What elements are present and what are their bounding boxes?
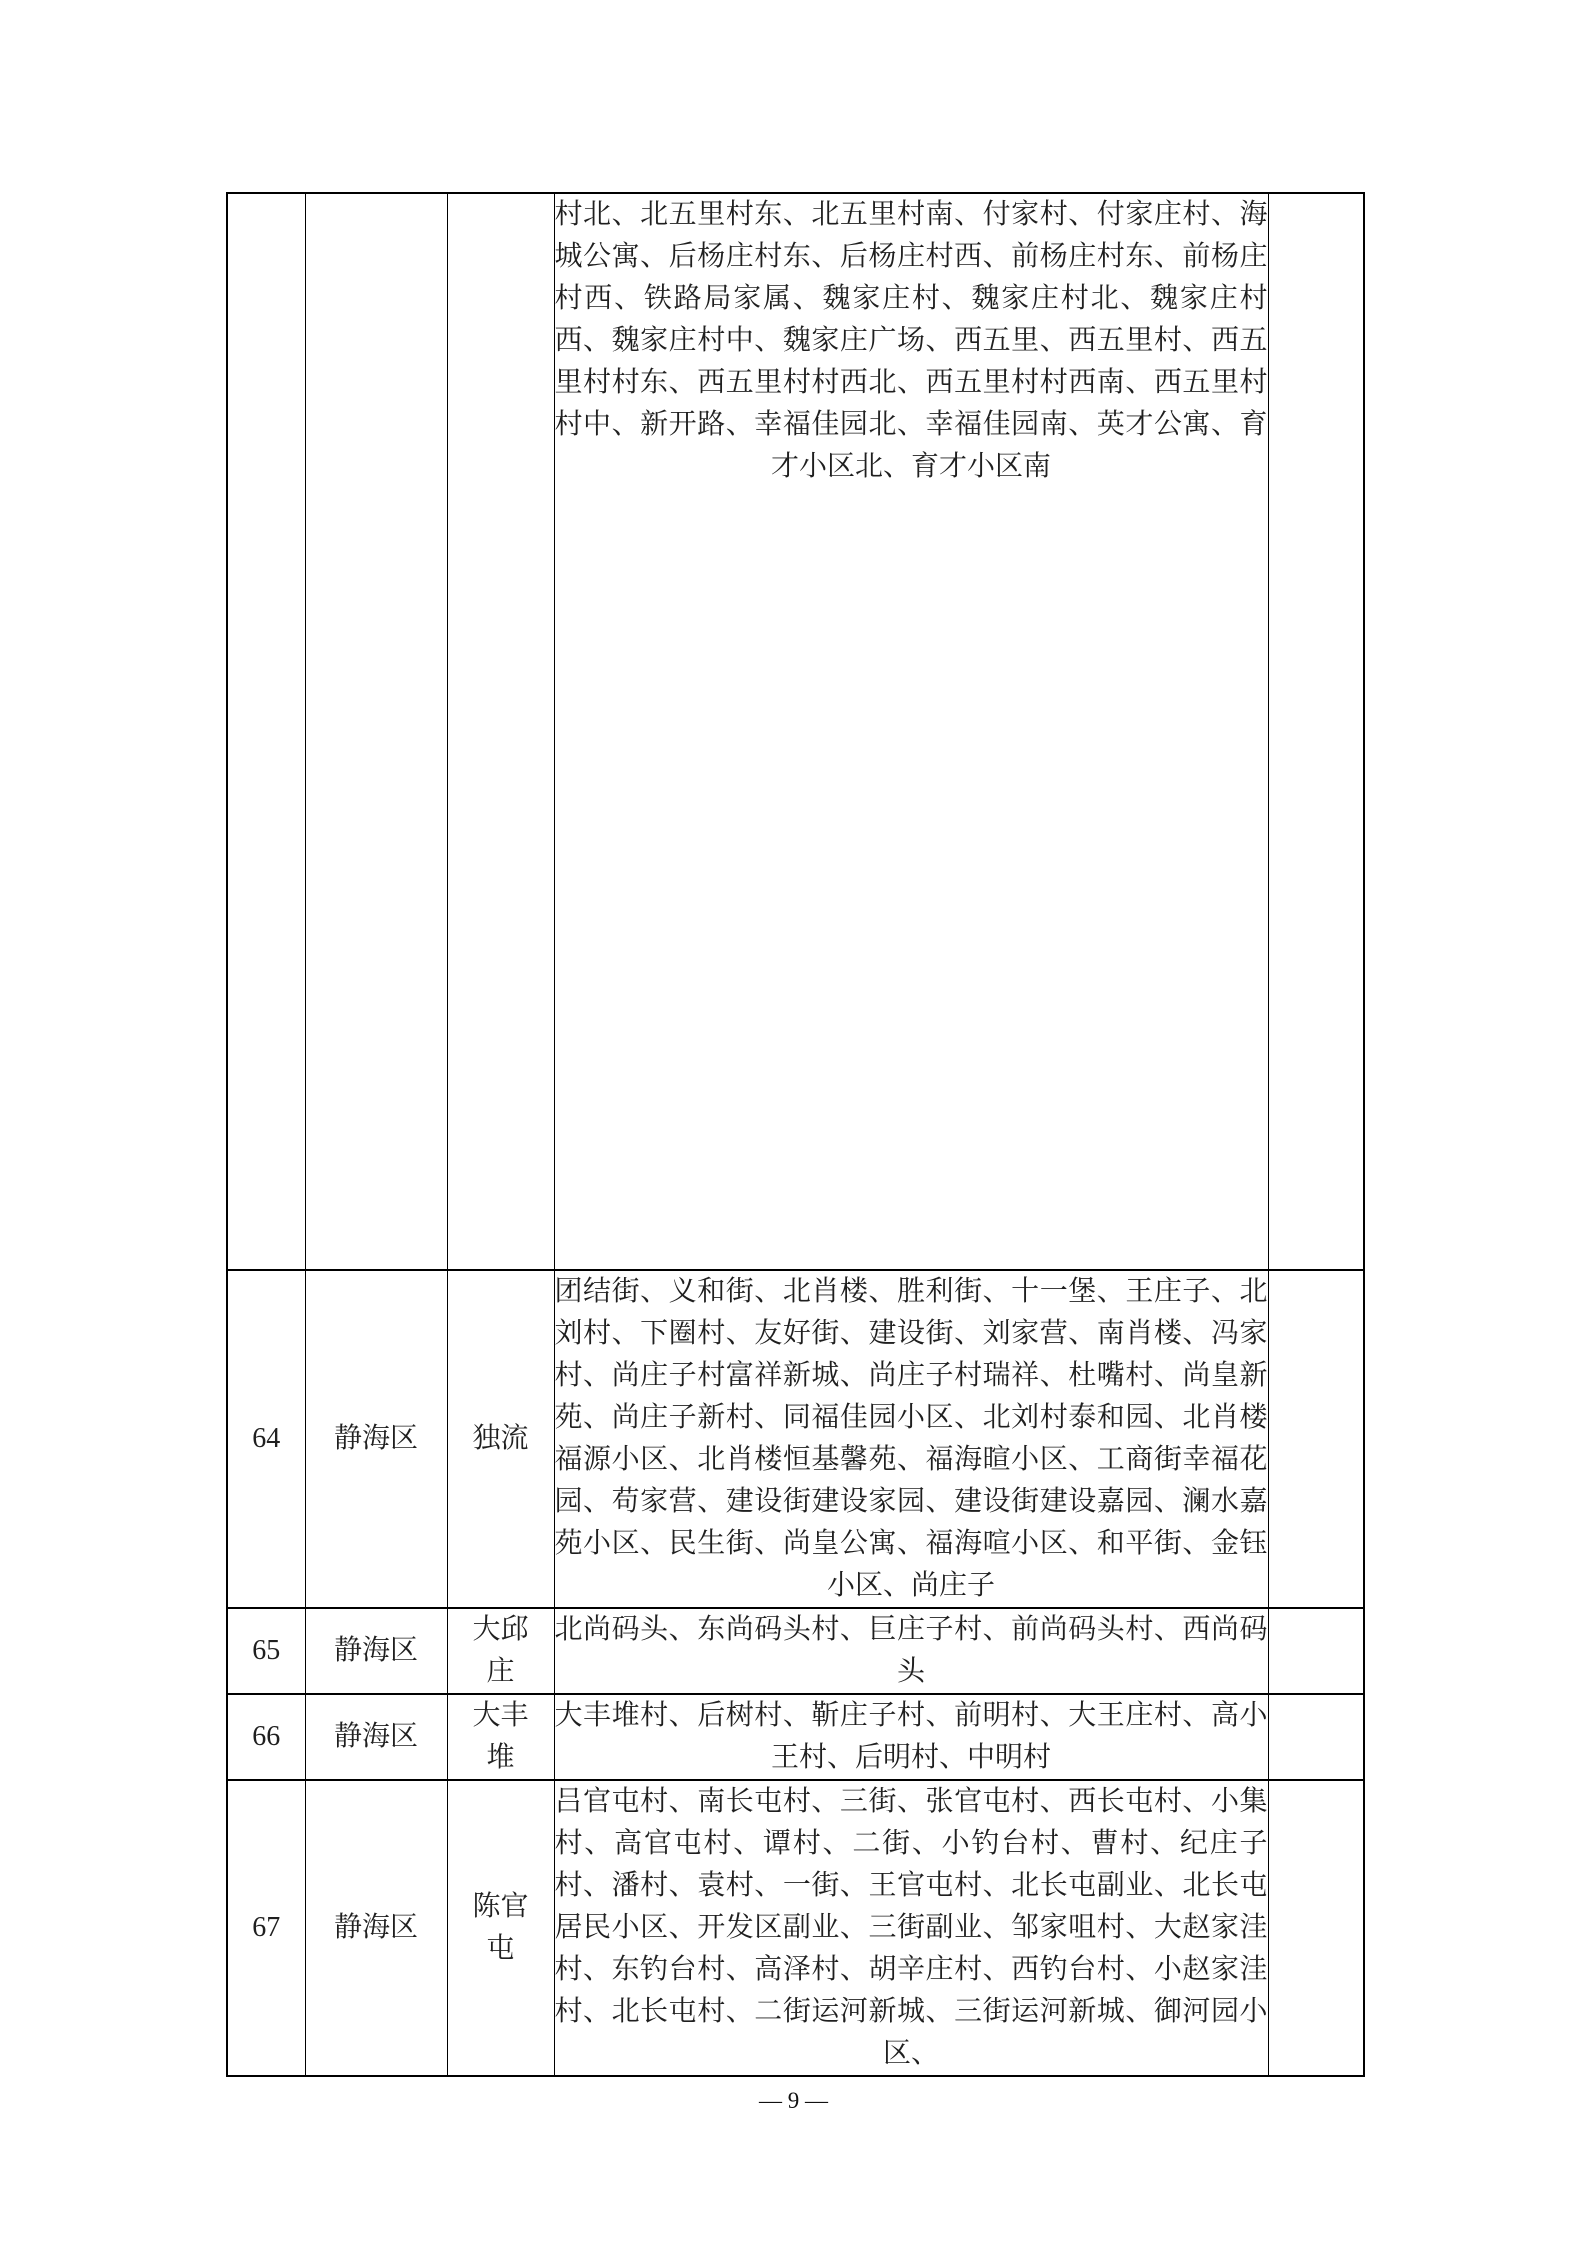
- district-cell: 静海区: [305, 1780, 447, 2076]
- town-label: 大丰堆: [472, 1700, 529, 1773]
- villages-cell: 团结街、义和街、北肖楼、胜利街、十一堡、王庄子、北刘村、下圈村、友好街、建设街、刘家营、南肖楼、冯家村、尚庄子村富祥新城、尚庄子村瑞祥、杜嘴村、尚皇新苑、尚庄子新村、同福佳园小区、北刘村泰和园、北肖楼福源小区、北肖楼恒基馨苑、福海暄小区、工商街幸福花园、苟家营、建设街建设家园、建设街建设嘉园、澜水嘉苑小区、民生街、尚皇公寓、福海喧小区、和平街、金钰小区、尚庄子: [554, 1270, 1268, 1608]
- table-row-65: [227, 1608, 1364, 1694]
- villages-cell: 吕官屯村、南长屯村、三街、张官屯村、西长屯村、小集村、高官屯村、谭村、二街、小钓台村、曹村、纪庄子村、潘村、袁村、一街、王官屯村、北长屯副业、北长屯居民小区、开发区副业、三街副业、邹家咀村、大赵家洼村、东钓台村、高泽村、胡辛庄村、西钓台村、小赵家洼村、北长屯村、二街运河新城、三街运河新城、御河园小区、: [554, 1780, 1268, 2076]
- district-cell: 静海区: [305, 1694, 447, 1780]
- town-cell: [447, 193, 554, 1270]
- remark-cell: [1268, 1608, 1364, 1694]
- table-row-64: [227, 1270, 1364, 1608]
- serial-cell: 64: [227, 1270, 305, 1608]
- table-row-66: [227, 1694, 1364, 1780]
- remark-cell: [1268, 1780, 1364, 2076]
- town-label: 独流: [472, 1423, 529, 1454]
- serial-cell: 67: [227, 1780, 305, 2076]
- villages-cell: 大丰堆村、后树村、靳庄子村、前明村、大王庄村、高小王村、后明村、中明村: [554, 1694, 1268, 1780]
- serial-cell: 65: [227, 1608, 305, 1694]
- town-cell: [447, 1608, 554, 1694]
- villages-cell: 村北、北五里村东、北五里村南、付家村、付家庄村、海城公寓、后杨庄村东、后杨庄村西、前杨庄村东、前杨庄村西、铁路局家属、魏家庄村、魏家庄村北、魏家庄村西、魏家庄村中、魏家庄广场、西五里、西五里村、西五里村村东、西五里村村西北、西五里村村西南、西五里村村中、新开路、幸福佳园北、幸福佳园南、英才公寓、育才小区北、育才小区南: [554, 193, 1268, 1270]
- remark-cell: [1268, 1270, 1364, 1608]
- town-cell: [447, 1694, 554, 1780]
- villages-cell: 北尚码头、东尚码头村、巨庄子村、前尚码头村、西尚码头: [554, 1608, 1268, 1694]
- serial-cell: 66: [227, 1694, 305, 1780]
- town-cell: [447, 1270, 554, 1608]
- district-villages-table: [226, 192, 1365, 2077]
- serial-cell: [227, 193, 305, 1270]
- district-cell: [305, 193, 447, 1270]
- remark-cell: [1268, 1694, 1364, 1780]
- page-number: — 9 —: [759, 2088, 828, 2113]
- district-cell: 静海区: [305, 1270, 447, 1608]
- town-cell: [447, 1780, 554, 2076]
- town-label: 陈官屯: [472, 1891, 529, 1964]
- table-row-67: [227, 1780, 1364, 2076]
- table-row-continuation: [227, 193, 1364, 1270]
- remark-cell: [1268, 193, 1364, 1270]
- district-cell: 静海区: [305, 1608, 447, 1694]
- town-label: 大邱庄: [472, 1614, 529, 1687]
